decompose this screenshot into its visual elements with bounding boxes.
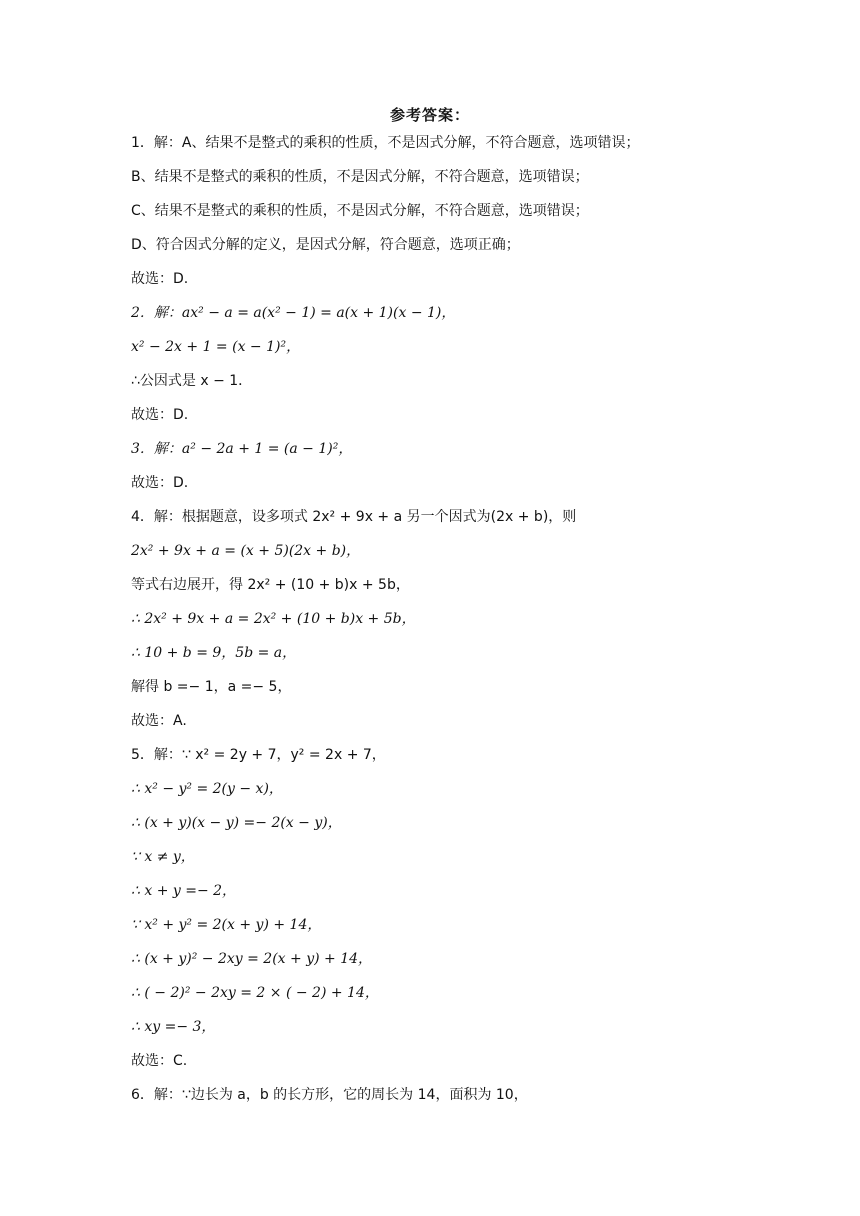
answer-line: B、结果不是整式的乘积的性质，不是因式分解，不符合题意，选项错误；	[131, 169, 589, 185]
answer-line: 5．解：∵ x² = 2y + 7，y² = 2x + 7，	[131, 747, 386, 763]
answer-line: ∴ xy =− 3，	[131, 1019, 216, 1035]
answer-line: 故选：A.	[131, 713, 187, 729]
answer-line: 故选：D.	[131, 407, 189, 423]
answer-line: ∴ (x + y)² − 2xy = 2(x + y) + 14，	[131, 951, 373, 967]
answer-line: 解得 b =− 1，a =− 5，	[131, 679, 292, 695]
answer-line: ∴ 10 + b = 9，5b = a，	[131, 645, 297, 661]
answer-line: 2x² + 9x + a = (x + 5)(2x + b)，	[131, 543, 361, 559]
answer-line: 故选：D.	[131, 271, 189, 287]
answer-line: 等式右边展开，得 2x² + (10 + b)x + 5b，	[131, 577, 410, 593]
answer-line: ∴ x + y =− 2，	[131, 883, 237, 899]
answer-line: C、结果不是整式的乘积的性质，不是因式分解，不符合题意，选项错误；	[131, 203, 589, 219]
answer-line: 4．解：根据题意，设多项式 2x² + 9x + a 另一个因式为(2x + b)，则	[131, 509, 577, 525]
answer-line: 2．解：ax² − a = a(x² − 1) = a(x + 1)(x − 1)，	[131, 305, 456, 321]
answer-line: 故选：C.	[131, 1053, 188, 1069]
answer-line: ∴ x² − y² = 2(y − x)，	[131, 781, 283, 797]
answer-line: ∴ ( − 2)² − 2xy = 2 × ( − 2) + 14，	[131, 985, 379, 1001]
page-title: 参考答案：	[389, 106, 470, 124]
answer-line: 6．解：∵边长为 a，b 的长方形，它的周长为 14，面积为 10，	[131, 1087, 528, 1103]
answer-line: 1．解：A、结果不是整式的乘积的性质，不是因式分解，不符合题意，选项错误；	[131, 135, 640, 151]
answer-line: 故选：D.	[131, 475, 189, 491]
answer-line: 3．解：a² − 2a + 1 = (a − 1)²，	[131, 441, 353, 457]
answer-line: D、符合因式分解的定义，是因式分解，符合题意，选项正确；	[131, 237, 520, 253]
answer-line: ∵ x ≠ y，	[131, 849, 195, 865]
answer-line: ∴ (x + y)(x − y) =− 2(x − y)，	[131, 815, 342, 831]
answer-line: ∴ 2x² + 9x + a = 2x² + (10 + b)x + 5b，	[131, 611, 416, 627]
answer-line: ∴公因式是 x − 1．	[131, 373, 253, 389]
answer-line: ∵ x² + y² = 2(x + y) + 14，	[131, 917, 322, 933]
answer-line: x² − 2x + 1 = (x − 1)²，	[131, 339, 301, 355]
